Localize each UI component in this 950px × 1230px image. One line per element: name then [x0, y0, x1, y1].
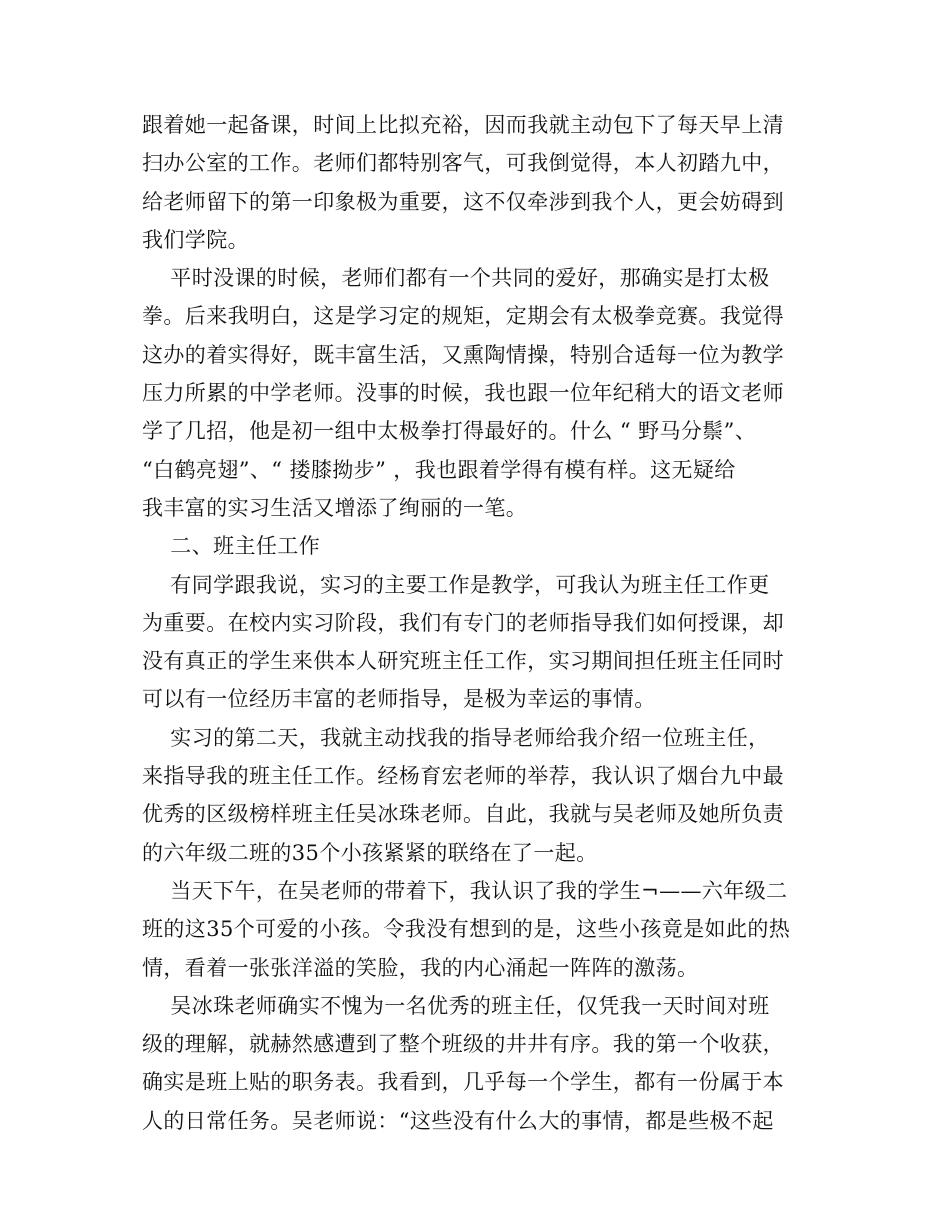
text-line: 给老师留下的第一印象极为重要，这不仅牵涉到我个人，更会妨碍到 — [142, 189, 784, 214]
text-line: 有同学跟我说，实习的主要工作是教学，可我认为班主任工作更 — [142, 572, 770, 597]
text-line: 这办的着实得好，既丰富生活，又熏陶情操，特别合适每一位为教学 — [142, 342, 784, 367]
text-line: 吴冰珠老师确实不愧为一名优秀的班主任，仅凭我一天时间对班 — [142, 993, 770, 1018]
text-line: 没有真正的学生来供本人研究班主任工作，实习期间担任班主任同时 — [142, 649, 784, 674]
text-line: 为重要。在校内实习阶段，我们有专门的老师指导我们如何授课，却 — [142, 610, 784, 635]
text-line: 优秀的区级榜样班主任吴冰珠老师。自此，我就与吴老师及她所负责 — [142, 802, 784, 827]
text-line: 拳。后来我明白，这是学习定的规矩，定期会有太极拳竞赛。我觉得 — [142, 304, 784, 329]
text-line: 跟着她一起备课，时间上比拟充裕，因而我就主动包下了每天早上清 — [142, 113, 784, 137]
text-line: 来指导我的班主任工作。经杨育宏老师的举荐，我认识了烟台九中最 — [142, 764, 784, 789]
text-line: 的六年级二班的35个小孩紧紧的联络在了一起。 — [142, 840, 598, 865]
text-line: 确实是班上贴的职务表。我看到，几乎每一个学生，都有一份属于本 — [142, 1070, 784, 1095]
text-line: 我们学院。 — [142, 227, 249, 252]
text-line: 级的理解，就赫然感遭到了整个班级的井井有序。我的第一个收获， — [142, 1032, 784, 1057]
text-line: 平时没课的时候，老师们都有一个共同的爱好，那确实是打太极 — [142, 266, 770, 291]
text-line: 当天下午，在吴老师的带着下，我认识了我的学生¬——六年级二 — [142, 878, 788, 903]
document-body — [142, 106, 812, 1140]
text-line: 我丰富的实习生活又增添了绚丽的一笔。 — [142, 495, 528, 520]
text-line: 可以有一位经历丰富的老师指导，是极为幸运的事情。 — [142, 687, 656, 712]
text-line: 情，看着一张张洋溢的笑脸，我的内心涌起一阵阵的激荡。 — [142, 955, 699, 980]
text-line: 班的这35个可爱的小孩。令我没有想到的是，这些小孩竟是如此的热 — [142, 917, 791, 942]
text-line: 人的日常任务。吴老师说：“这些没有什么大的事情，都是些极不起 — [142, 1108, 774, 1133]
text-line: 实习的第二天，我就主动找我的指导老师给我介绍一位班主任， — [142, 725, 770, 750]
section-heading: 二、班主任工作 — [142, 534, 321, 559]
text-line: 扫办公室的工作。老师们都特别客气，可我倒觉得，本人初踏九中， — [142, 151, 784, 176]
text-line: 压力所累的中学老师。没事的时候，我也跟一位年纪稍大的语文老师 — [142, 381, 784, 406]
text-line: “白鹤亮翅”、“ 搂膝拗步” ，我也跟着学得有模有样。这无疑给 — [142, 457, 736, 482]
text-line: 学了几招，他是初一组中太极拳打得最好的。什么 “ 野马分鬃”、 — [142, 419, 757, 444]
